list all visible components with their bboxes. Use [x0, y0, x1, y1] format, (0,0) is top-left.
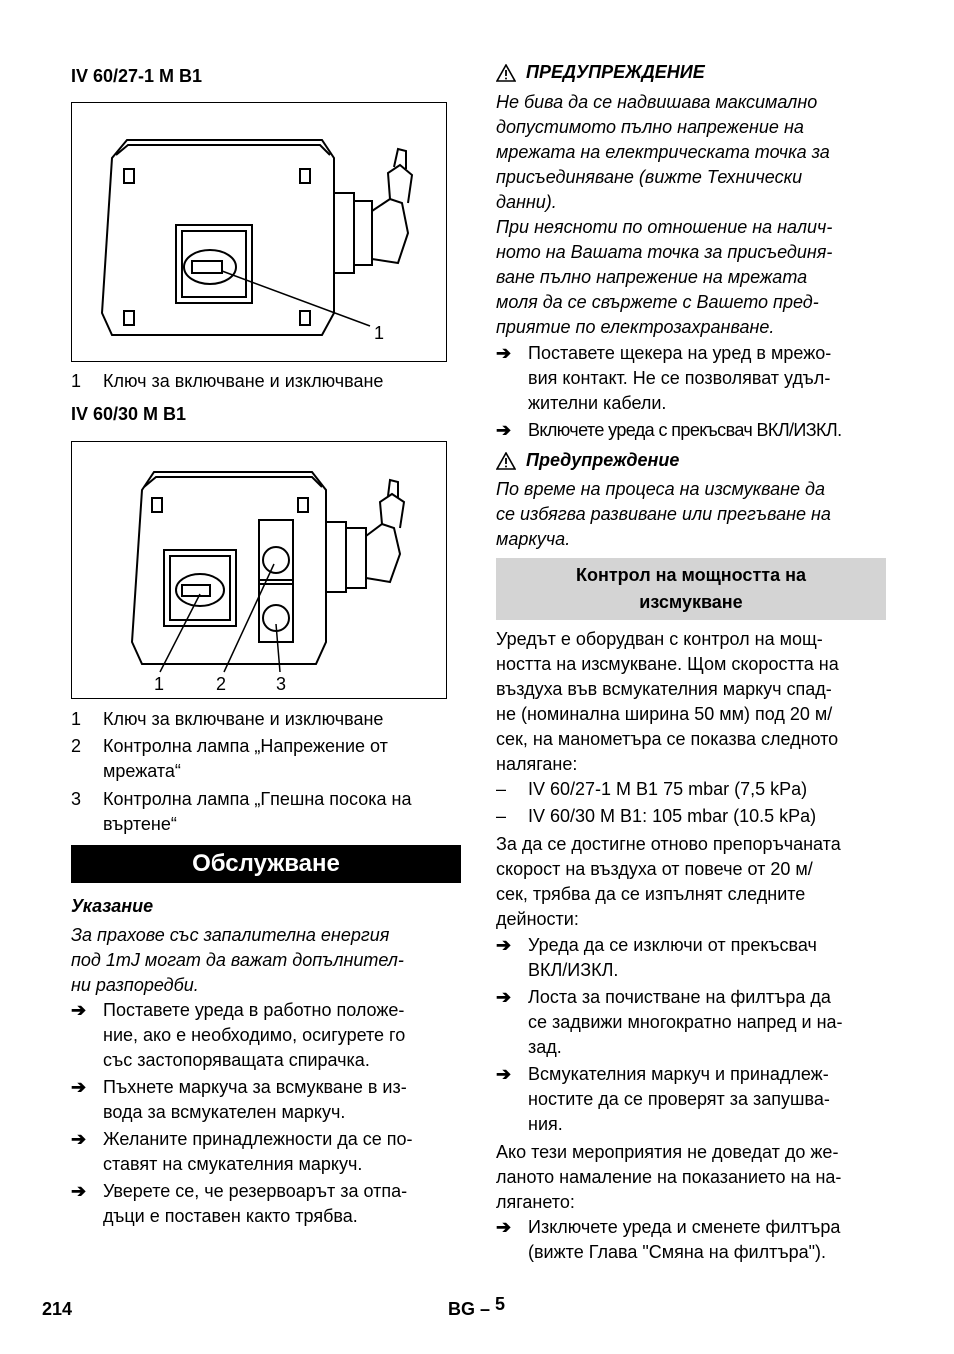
figure1-callout-1: 1: [374, 323, 385, 343]
filter-steps: [496, 1215, 886, 1265]
paragraph-line: ността на изсмукване. Щом скоростта на: [496, 654, 839, 674]
warning-line: ване пълно напрежение на мрежата: [496, 267, 808, 287]
figure1-caption: [71, 369, 461, 394]
step-item: [496, 1062, 886, 1137]
step-line: вия контакт. Не се позволяват удъл-: [528, 368, 831, 388]
arrow-icon: ➔: [71, 1181, 87, 1201]
warning1-text: [496, 90, 886, 340]
step-line: ставят на смукателния маркуч.: [103, 1154, 363, 1174]
step-item: [71, 1127, 461, 1177]
step-line: Лоста за почистване на филтъра да: [528, 987, 831, 1007]
arrow-icon: ➔: [496, 987, 512, 1007]
step-line: Включете уреда с прекъсвач ВКЛ/ИЗКЛ.: [528, 420, 842, 440]
figure2-callout-3: 3: [276, 674, 287, 694]
figure2-callout-1: 1: [154, 674, 165, 694]
section-title-suction-control: [496, 558, 886, 620]
paragraph-line: сек, на манометъра се показва следното: [496, 729, 839, 749]
pressure-text: IV 60/30 M B1: 105 mbar (10.5 kPa): [528, 806, 817, 826]
step-item: [71, 998, 461, 1073]
section-title-service: Обслужване: [71, 845, 461, 883]
caption-text: мрежата“: [103, 761, 181, 781]
figure-switchbox-1: [71, 102, 447, 362]
caption-number: 1: [71, 371, 82, 391]
intro-paragraph: [496, 627, 886, 777]
step-line: Пъхнете маркуча за всмукване в из-: [103, 1077, 407, 1097]
arrow-icon: ➔: [496, 1217, 512, 1237]
lang-code: BG: [448, 1299, 475, 1319]
step-text: [103, 1075, 407, 1125]
warning1-heading: ПРЕДУПРЕЖДЕНИЕ: [526, 62, 705, 82]
page-lang-label: [448, 1294, 506, 1320]
step-line: Уверете се, че резервоарът за отпа-: [103, 1181, 408, 1201]
step-line: Всмукателния маркуч и принадлеж-: [528, 1064, 829, 1084]
step-text: [528, 1062, 830, 1137]
warning-line: По време на процеса на изсмукване да: [496, 479, 826, 499]
caption-item: [71, 734, 461, 759]
arrow-icon: ➔: [496, 420, 511, 440]
warning-line: моля да се свържете с Вашето пред-: [496, 292, 819, 312]
arrow-icon: ➔: [71, 1077, 87, 1097]
pressure-list: [496, 777, 886, 829]
connection-steps: [496, 341, 886, 443]
warning-line: мрежата на електрическата точка за: [496, 142, 830, 162]
step-line: Изключете уреда и сменете филтъра: [528, 1217, 841, 1237]
step-line: зад.: [528, 1037, 562, 1057]
step-line: Поставете уреда в работно положе-: [103, 1000, 405, 1020]
control-steps: [496, 933, 886, 1137]
paragraph-line: не (номинална ширина 50 мм) под 20 м/: [496, 704, 833, 724]
arrow-icon: ➔: [496, 343, 512, 363]
paragraph-line: въздуха във всмукателния маркуч спад-: [496, 679, 832, 699]
page-number: 214: [42, 1299, 73, 1319]
third-paragraph: [496, 1140, 886, 1215]
step-item: [496, 985, 886, 1060]
step-text: [528, 933, 817, 983]
step-line: (вижте Глава "Смяна на филтъра").: [528, 1242, 827, 1262]
warning-line: приятие по електрозахранване.: [496, 317, 775, 337]
warning-line: се избягва развиване или прегъване на: [496, 504, 831, 524]
paragraph-line: За да се достигне отново препоръчаната: [496, 834, 841, 854]
caption-text: Ключ за включване и изключване: [103, 709, 384, 729]
step-item: [496, 1215, 886, 1265]
step-line: жителни кабели.: [528, 393, 667, 413]
warning-line: При неясноти по отношение на налич-: [496, 217, 833, 237]
caption-number: 3: [71, 789, 82, 809]
caption-number: 1: [71, 709, 82, 729]
warning-triangle-icon: [496, 452, 516, 470]
step-line: ния.: [528, 1114, 563, 1134]
section-title-line: Контрол на мощността на: [576, 565, 806, 585]
paragraph-line: лягането:: [496, 1192, 575, 1212]
warning-line: допустимото пълно напрежение на: [496, 117, 804, 137]
dash-bullet: –: [496, 779, 507, 799]
step-item: [496, 418, 886, 443]
warning-line: маркуча.: [496, 529, 571, 549]
note-line: ни разпоредби.: [71, 975, 199, 995]
warning-line: Не бива да се надвишава максимално: [496, 92, 818, 112]
arrow-icon: ➔: [496, 935, 512, 955]
caption-item: [71, 787, 461, 812]
caption-text: Контролна лампа „Гпешна посока на: [103, 789, 412, 809]
pressure-text: IV 60/27-1 M B1 75 mbar (7,5 kPa): [528, 779, 808, 799]
paragraph-line: ланото намаление на показанието на на-: [496, 1167, 842, 1187]
step-line: ние, ако е необходимо, осигурете го: [103, 1025, 406, 1045]
pressure-item: [496, 804, 886, 829]
step-text: [103, 1127, 413, 1177]
step-line: дъци е поставен както трябва.: [103, 1206, 358, 1226]
paragraph-line: сек, трябва да се изпълнят следните: [496, 884, 806, 904]
arrow-icon: ➔: [71, 1000, 87, 1020]
caption-item: [71, 707, 461, 732]
paragraph-line: Уредът е оборудван с контрол на мощ-: [496, 629, 823, 649]
note-line: под 1mJ могат да важат допълнител-: [71, 950, 404, 970]
caption-text: въртене“: [103, 814, 177, 834]
step-line: вода за всмукателен маркуч.: [103, 1102, 346, 1122]
service-steps: [71, 998, 461, 1229]
step-line: Поставете щекера на уред в мрежо-: [528, 343, 832, 363]
paragraph-line: дейности:: [496, 909, 579, 929]
pressure-item: [496, 777, 886, 802]
switchbox-1-illustration: [72, 103, 446, 361]
warning2-header: [496, 450, 679, 471]
page-suffix: 5: [495, 1294, 506, 1314]
step-text: [103, 1179, 407, 1229]
second-paragraph: [496, 832, 886, 932]
arrow-icon: ➔: [71, 1129, 87, 1149]
step-line: Желаните принадлежности да се по-: [103, 1129, 413, 1149]
warning-line: данни).: [496, 192, 557, 212]
caption-text: Ключ за включване и изключване: [103, 371, 384, 391]
caption-text: Контролна лампа „Напрежение от: [103, 736, 388, 756]
step-item: [71, 1075, 461, 1125]
separator: –: [480, 1299, 491, 1319]
figure2-caption: [71, 707, 461, 837]
warning2-heading: Предупреждение: [526, 450, 680, 470]
step-item: [496, 341, 886, 416]
caption-number: 2: [71, 736, 82, 756]
warning2-text: [496, 477, 886, 552]
model-title-1: IV 60/27-1 M B1: [71, 66, 203, 86]
section-title-line: изсмукване: [639, 592, 743, 612]
figure2-callout-2: 2: [216, 674, 227, 694]
step-text: [103, 998, 405, 1073]
step-line: ностите да се проверят за запушва-: [528, 1089, 830, 1109]
step-line: се задвижи многократно напред и на-: [528, 1012, 843, 1032]
dash-bullet: –: [496, 806, 507, 826]
step-line: Уреда да се изключи от прекъсвач: [528, 935, 817, 955]
note-text: [71, 923, 461, 998]
caption-item: [71, 369, 461, 394]
paragraph-line: Ако тези мероприятия не доведат до же-: [496, 1142, 839, 1162]
caption-number: [71, 759, 103, 784]
caption-item: [71, 812, 461, 837]
warning1-header: [496, 62, 705, 83]
step-item: [71, 1179, 461, 1229]
caption-number: [71, 812, 103, 837]
warning-line: ното на Вашата точка за присъединя-: [496, 242, 833, 262]
warning-triangle-icon: [496, 64, 516, 82]
warning-line: присъединяване (вижте Технически: [496, 167, 803, 187]
step-text: [528, 1215, 840, 1265]
step-line: със застопоряващата спирачка.: [103, 1050, 370, 1070]
arrow-icon: ➔: [496, 1064, 512, 1084]
figure-switchbox-2: [71, 441, 447, 699]
step-item: [496, 933, 886, 983]
caption-item: [71, 759, 461, 784]
paragraph-line: налягане:: [496, 754, 578, 774]
model-title-2: IV 60/30 M B1: [71, 404, 187, 424]
step-line: ВКЛ/ИЗКЛ.: [528, 960, 619, 980]
note-line: За прахове със запалителна енергия: [71, 925, 390, 945]
paragraph-line: скорост на въздуха от повече от 20 м/: [496, 859, 813, 879]
step-text: [528, 418, 842, 443]
step-text: [528, 985, 843, 1060]
switchbox-2-illustration: [72, 442, 446, 698]
step-text: [528, 341, 831, 416]
note-heading: Указание: [71, 896, 154, 916]
